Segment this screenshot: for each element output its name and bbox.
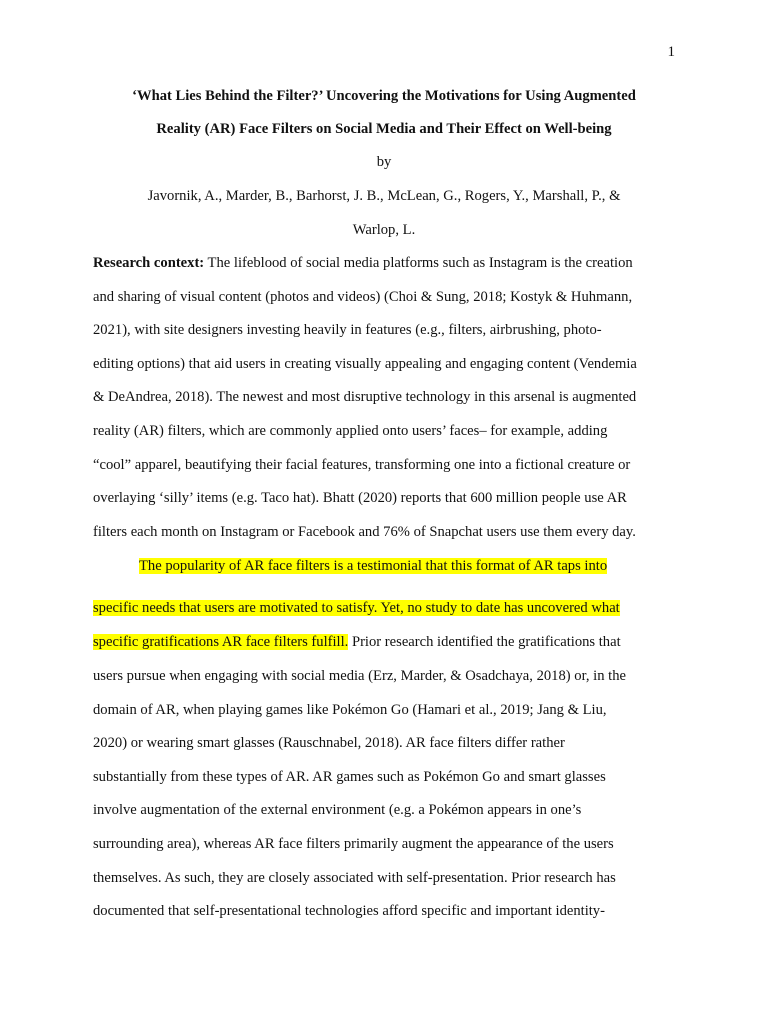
research-context-heading: Research context: [93,255,205,271]
paragraph-2-line: substantially from these types of AR. AR games such as Pokémon Go and smart glasses [93,769,606,785]
paragraph-2-line-3-text: Prior research identified the gratifications that [348,634,621,650]
paragraph-1-line-1-text: The lifeblood of social media platforms such as Instagram is the creation [204,255,633,271]
page-number: 1 [667,44,675,60]
paragraph-2-line: 2020) or wearing smart glasses (Rauschnabel, 2018). AR face filters differ rather [93,735,565,751]
paragraph-2-line: surrounding area), whereas AR face filters primarily augment the appearance of the users [93,836,614,852]
highlighted-text: specific needs that users are motivated to satisfy. Yet, no study to date has uncovered what [93,600,620,616]
paragraph-2-line: users pursue when engaging with social media (Erz, Marder, & Osadchaya, 2018) or, in the [93,668,626,684]
paragraph-1-line: reality (AR) filters, which are commonly applied onto users’ faces– for example, adding [93,423,608,439]
paragraph-1-line: editing options) that aid users in creating visually appealing and engaging content (Vendemia [93,356,637,372]
paragraph-1-line: filters each month on Instagram or Facebook and 76% of Snapchat users use them every day. [93,524,636,540]
by-line: by [376,154,392,170]
paragraph-2-line: involve augmentation of the external environment (e.g. a Pokémon appears in one’s [93,802,582,818]
paragraph-2-line: domain of AR, when playing games like Pokémon Go (Hamari et al., 2019; Jang & Liu, [93,702,607,718]
paragraph-1-line: 2021), with site designers investing heavily in features (e.g., filters, airbrushing, photo- [93,322,602,338]
paragraph-2-line: themselves. As such, they are closely associated with self-presentation. Prior research has [93,870,616,886]
authors-line-1: Javornik, A., Marder, B., Barhorst, J. B., McLean, G., Rogers, Y., Marshall, P., & [147,188,621,204]
authors-line-2: Warlop, L. [352,222,416,238]
paragraph-1-line: & DeAndrea, 2018). The newest and most disruptive technology in this arsenal is augmented [93,389,637,405]
paragraph-1-line: “cool” apparel, beautifying their facial features, transforming one into a fictional creature or [93,457,631,473]
paragraph-2-line-1 [139,558,719,575]
paragraph-2-line: documented that self-presentational technologies afford specific and important identity- [93,903,605,919]
title-line-1: ‘What Lies Behind the Filter?’ Uncovering the Motivations for Using Augmented [132,88,636,104]
highlighted-text: specific gratifications AR face filters fulfill. [93,634,349,650]
paragraph-1-line: and sharing of visual content (photos and videos) (Choi & Sung, 2018; Kostyk & Huhmann, [93,289,633,305]
title-line-2: Reality (AR) Face Filters on Social Media and Their Effect on Well-being [156,121,612,137]
paragraph-1-line-1 [93,255,673,272]
highlighted-text: The popularity of AR face filters is a testimonial that this format of AR taps into [139,558,608,574]
paragraph-1-line: overlaying ‘silly’ items (e.g. Taco hat). Bhatt (2020) reports that 600 million people use AR [93,490,627,506]
paragraph-2-line-2 [93,600,673,617]
paragraph-2-line-3 [93,634,673,651]
